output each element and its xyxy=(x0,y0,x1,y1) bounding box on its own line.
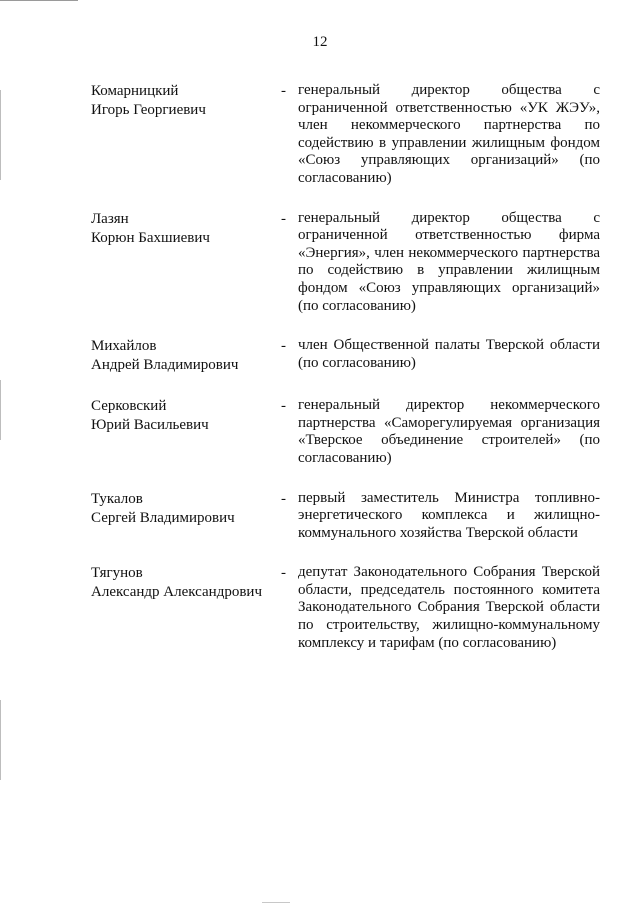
list-item xyxy=(91,210,600,316)
member-name xyxy=(91,564,281,602)
list-item xyxy=(91,564,600,652)
member-position: генеральный директор общества с ограниченной ответственностью фирма «Энергия», член некоммерческого партнерства по содействию в управлении жилищным фондом «Союз управляющих организаций» (по согласованию) xyxy=(298,209,600,314)
dash-separator: - xyxy=(281,490,286,507)
page-number: 12 xyxy=(312,34,328,50)
dash-separator: - xyxy=(281,565,286,582)
member-position: генеральный директор некоммерческого партнерства «Саморегулируемая организация «Тверское объединение строителей» (по согласованию) xyxy=(298,397,600,466)
member-position: депутат Законодательного Собрания Тверской области, председатель постоянного комитета Законодательного Собрания Тверской области по строительству, жилищно-коммунальному комплексу и тарифам (по согласованию) xyxy=(298,564,600,651)
members-list xyxy=(91,82,600,674)
member-position: член Общественной палаты Тверской области (по согласованию) xyxy=(298,337,600,371)
member-name xyxy=(91,337,281,375)
member-surname: Тукалов xyxy=(91,490,143,507)
list-item xyxy=(91,490,600,543)
list-item xyxy=(91,82,600,188)
member-position: генеральный директор общества с ограниченной ответственностью «УК ЖЭУ», член некоммерческого партнерства по содействию в управлении жилищным фондом «Союз управляющих организаций» (по согласованию) xyxy=(298,82,600,186)
scan-edge-left xyxy=(0,90,1,180)
scan-edge-bottom xyxy=(262,902,290,903)
member-surname: Лазян xyxy=(91,210,129,227)
dash-separator: - xyxy=(281,338,286,355)
list-item xyxy=(91,337,600,375)
scan-edge-left xyxy=(0,380,1,440)
dash-separator: - xyxy=(281,83,286,99)
member-given-names: Игорь Георгиевич xyxy=(91,102,206,118)
member-name xyxy=(91,82,281,120)
dash-separator: - xyxy=(281,398,286,415)
member-name xyxy=(91,490,281,528)
member-name xyxy=(91,397,281,435)
member-surname: Серковский xyxy=(91,398,167,415)
list-item xyxy=(91,397,600,467)
member-surname: Комарницкий xyxy=(91,83,179,99)
member-given-names: Сергей Владимирович xyxy=(91,509,235,526)
member-name xyxy=(91,210,281,248)
member-given-names: Юрий Васильевич xyxy=(91,417,209,434)
scan-edge-left xyxy=(0,700,1,780)
dash-separator: - xyxy=(281,210,286,227)
scan-edge-top xyxy=(0,0,78,1)
member-surname: Михайлов xyxy=(91,338,157,355)
member-given-names: Корюн Бахшиевич xyxy=(91,229,210,246)
member-given-names: Андрей Владимирович xyxy=(91,357,239,374)
member-position: первый заместитель Министра топливно-энергетического комплекса и жилищно-коммунального хозяйства Тверской области xyxy=(298,489,600,541)
member-given-names: Александр Александрович xyxy=(91,584,262,601)
member-surname: Тягунов xyxy=(91,565,143,582)
